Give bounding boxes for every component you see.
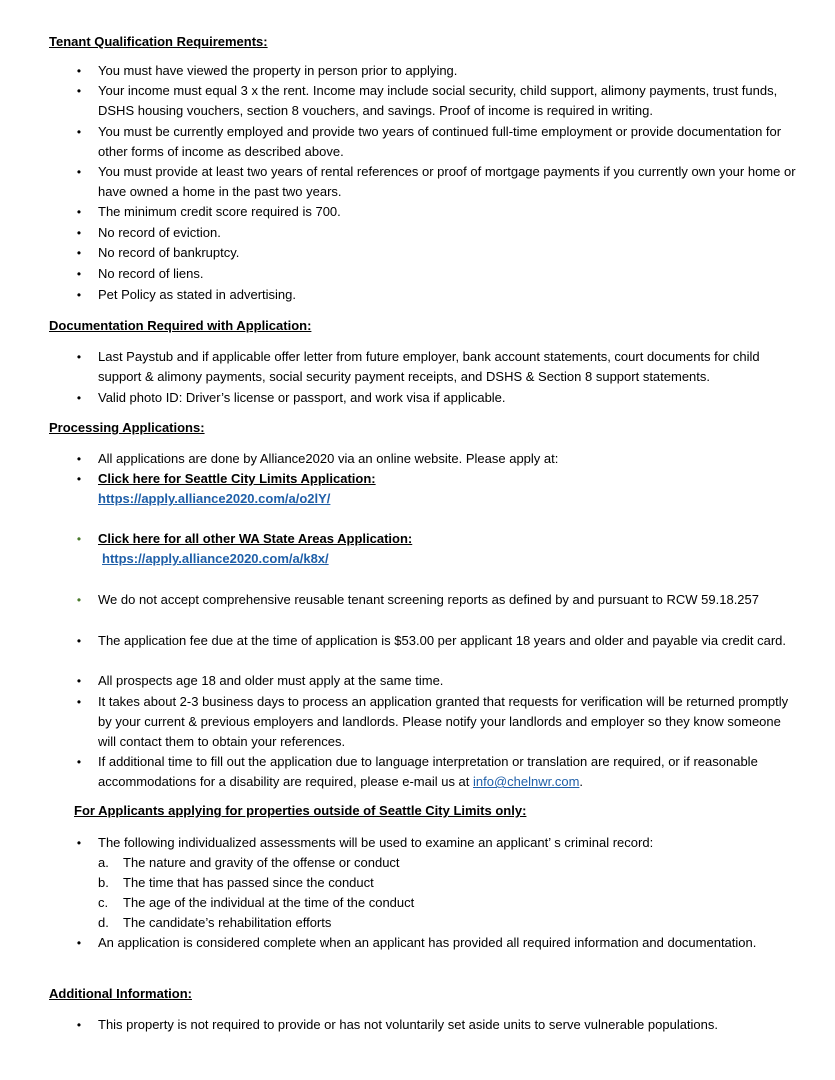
sub-list-item (98, 913, 783, 933)
additional-information-heading: Additional Information: (49, 986, 192, 1001)
item-text: Last Paystub and if applicable offer letter from future employer, bank account statements, court documents for child support & alimony payments, social security payment receipts, and DSHS & Section 8 support statements. (98, 349, 760, 384)
item-text: You must provide at least two years of rental references or proof of mortgage payments if you currently own your home or have owned a home in the past two years. (98, 164, 796, 199)
sub-list-item (98, 853, 783, 873)
bullet: • (76, 472, 82, 486)
list-item (76, 264, 798, 284)
item-text: No record of bankruptcy. (98, 245, 240, 260)
bullet: • (76, 452, 82, 466)
email-link[interactable]: info@chelnwr.com (473, 774, 580, 789)
bullet: • (76, 1018, 82, 1032)
list-item (76, 388, 798, 408)
bullet: • (76, 125, 82, 139)
wa-application-link-label[interactable]: Click here for all other WA State Areas Application: (98, 531, 413, 546)
item-text: All applications are done by Alliance2020 via an online website. Please apply at: (98, 451, 559, 466)
bullet: • (76, 532, 82, 546)
sub-item-text: The nature and gravity of the offense or conduct (123, 855, 400, 870)
list-item (76, 122, 798, 162)
list-item (76, 202, 798, 222)
outside-seattle-heading: For Applicants applying for properties outside of Seattle City Limits only: (74, 803, 527, 818)
bullet: • (76, 836, 82, 850)
list-item (76, 223, 798, 243)
seattle-application-url[interactable]: https://apply.alliance2020.com/a/o2lY/ (98, 491, 331, 506)
item-text: The following individualized assessments will be used to examine an applicant’ s criminal record: (98, 835, 654, 850)
bullet: • (76, 695, 82, 709)
list-item (76, 61, 798, 81)
processing-heading: Processing Applications: (49, 420, 205, 435)
bullet: • (76, 936, 82, 950)
sub-marker: d. (98, 915, 109, 930)
list-item (76, 1015, 798, 1035)
bullet: • (76, 350, 82, 364)
bullet: • (76, 267, 82, 281)
bullet: • (76, 205, 82, 219)
list-item (76, 692, 798, 752)
item-text: An application is considered complete when an applicant has provided all required information and documentation. (98, 935, 757, 950)
bullet: • (76, 84, 82, 98)
bullet: • (76, 634, 82, 648)
sub-item-text: The age of the individual at the time of the conduct (123, 895, 415, 910)
list-item (76, 671, 798, 691)
list-item (76, 347, 798, 387)
item-text: The application fee due at the time of application is $53.00 per applicant 18 years and older and payable via credit card. (98, 633, 786, 648)
list-item (76, 833, 798, 853)
item-text: It takes about 2-3 business days to process an application granted that requests for verification will be returned promptly by your current & previous employers and landlords. Please notify your landlords and employer so they know someone will contact them to obtain your references. (98, 694, 789, 749)
sub-item-text: The time that has passed since the conduct (123, 875, 374, 890)
bullet: • (76, 246, 82, 260)
list-item (76, 933, 798, 953)
list-item (76, 590, 798, 610)
item-text: No record of liens. (98, 266, 204, 281)
list-item (76, 243, 798, 263)
bullet: • (76, 288, 82, 302)
item-text: This property is not required to provide or has not voluntarily set aside units to serve vulnerable populations. (98, 1017, 719, 1032)
wa-application-item (76, 529, 798, 569)
list-item (76, 81, 798, 121)
period: . (579, 774, 584, 789)
seattle-application-item (76, 469, 798, 509)
bullet: • (76, 674, 82, 688)
bullet: • (76, 64, 82, 78)
bullet: • (76, 165, 82, 179)
item-text: You must have viewed the property in person prior to applying. (98, 63, 458, 78)
sub-list-item (98, 893, 783, 913)
documentation-heading: Documentation Required with Application: (49, 318, 312, 333)
list-item (76, 162, 798, 202)
bullet: • (76, 391, 82, 405)
sub-marker: b. (98, 875, 109, 890)
list-item (76, 285, 798, 305)
bullet: • (76, 593, 82, 607)
item-text: No record of eviction. (98, 225, 221, 240)
tenant-qualification-heading: Tenant Qualification Requirements: (49, 34, 268, 49)
list-item (76, 449, 798, 469)
item-text: Your income must equal 3 x the rent. Income may include social security, child support, alimony payments, trust funds, DSHS housing vouchers, section 8 vouchers, and savings. Proof of income is required in writing. (98, 83, 778, 118)
item-text: Valid photo ID: Driver’s license or passport, and work visa if applicable. (98, 390, 506, 405)
item-text: Pet Policy as stated in advertising. (98, 287, 296, 302)
accommodation-text: If additional time to fill out the application due to language interpretation or translation are required, or if reasonable accommodations for a disability are required, please e-mail us at (98, 754, 758, 789)
item-text (98, 752, 798, 792)
sub-item-text: The candidate’s rehabilitation efforts (123, 915, 332, 930)
item-text: You must be currently employed and provide two years of continued full-time employment or provide documentation for other forms of income as described above. (98, 124, 782, 159)
sub-list-item (98, 873, 783, 893)
bullet: • (76, 226, 82, 240)
item-text: All prospects age 18 and older must apply at the same time. (98, 673, 444, 688)
list-item (76, 631, 798, 651)
bullet: • (76, 755, 82, 769)
wa-application-url[interactable]: https://apply.alliance2020.com/a/k8x/ (102, 551, 329, 566)
sub-marker: c. (98, 895, 109, 910)
list-item (76, 752, 798, 792)
item-text: We do not accept comprehensive reusable tenant screening reports as defined by and pursuant to RCW 59.18.257 (98, 592, 759, 607)
seattle-application-link-label[interactable]: Click here for Seattle City Limits Application: (98, 471, 376, 486)
item-text: The minimum credit score required is 700. (98, 204, 341, 219)
sub-marker: a. (98, 855, 109, 870)
